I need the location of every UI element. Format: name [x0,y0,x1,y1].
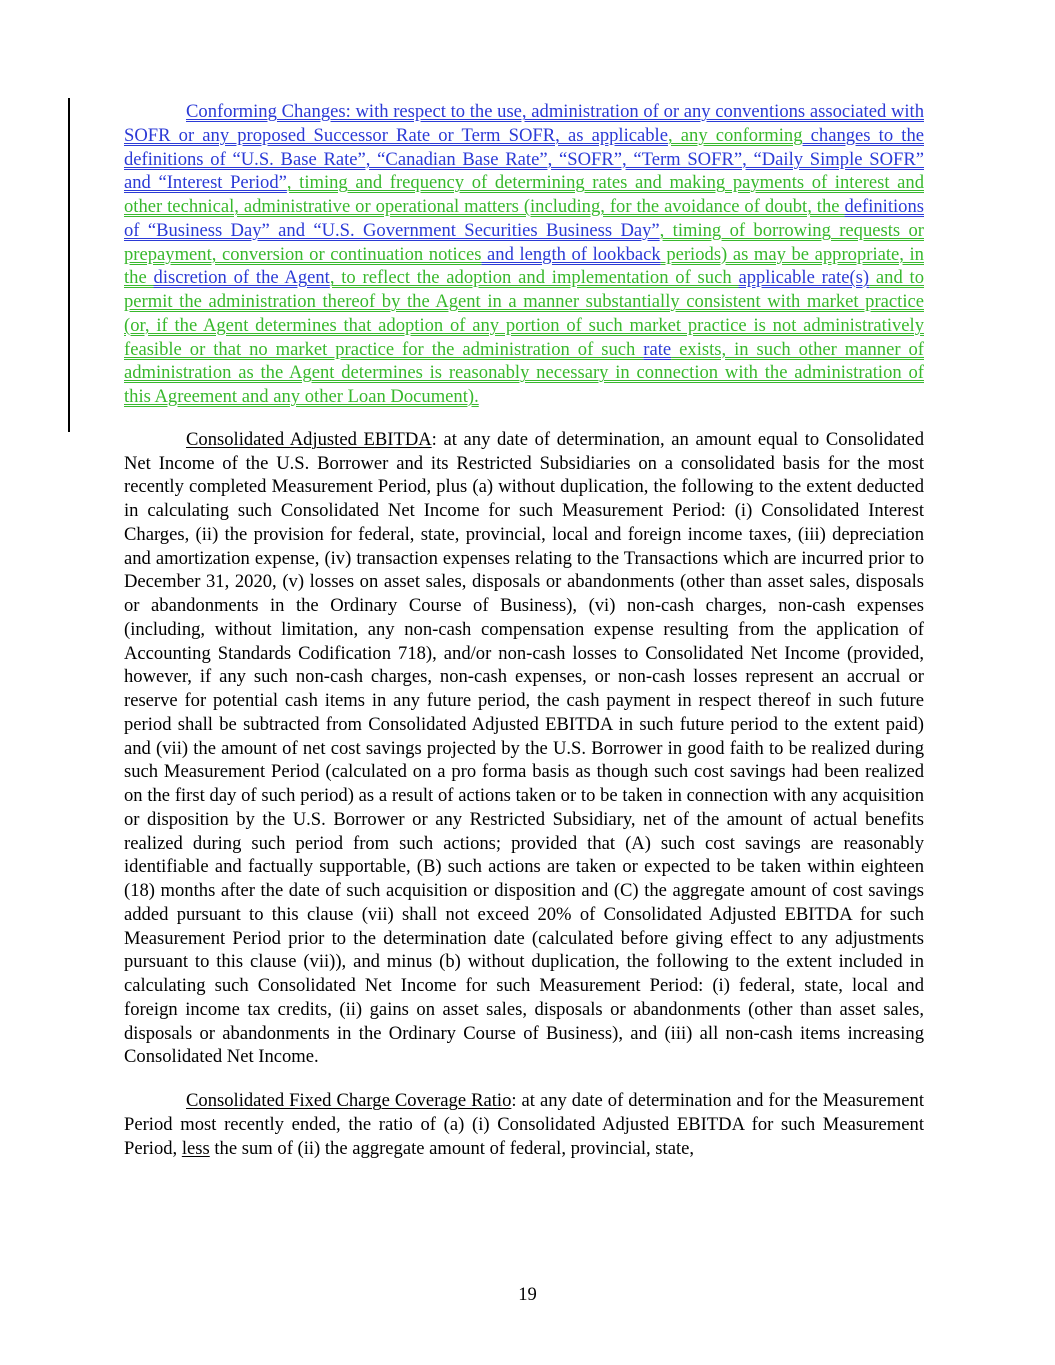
inserted-text: definitions of “Business Day” and “U.S. Government Securities Business Day” [124,196,924,241]
revision-change-bar [68,98,70,432]
inserted-text: , any conforming [667,124,803,146]
inserted-text: periods) as may be appropriate, in the [124,243,924,289]
emphasis-less: less [181,1137,210,1159]
inserted-text: exists, in such other manner of administration as the Agent determines is reasonably necessary in connection with the administration of this Agreement and any other Loan Document). [124,338,924,407]
inserted-text: , timing of borrowing requests or prepayment, conversion or continuation notices [124,219,924,265]
inserted-text: and to permit the administration thereof by the Agent in a manner substantially consistent with market practice (or, if the Agent determines that adoption of any portion of such market practice is not administratively feasible or that no market practice for the administration of such [124,267,925,360]
inserted-text: rate [643,338,672,360]
page-number: 19 [518,1284,537,1305]
definition-consolidated-fixed-charge-coverage-ratio [124,1089,924,1160]
inserted-text: changes to the definitions of “U.S. Base Rate”, “Canadian Base Rate”, “SOFR”, “Term SOFR”, “Daily Simple SOFR” and “Interest Period” [124,124,924,194]
inserted-text: , to reflect the adoption and implementation of such [329,267,739,289]
defined-term: Consolidated Fixed Charge Coverage Ratio [186,1090,512,1111]
document-body [124,100,924,1160]
definition-text: : at any date of determination, an amount equal to Consolidated Net Income of the U.S. Borrower and its Restricted Subsidiaries on a consolidated basis for the most recently completed Measurement Period, plus (a) without duplication, the following to the extent deducted in calculating such Consolidated Net Income for such Measurement Period: (i) Consolidated Interest Charges, (ii) the provision for federal, state, provincial, local and foreign income taxes, (iii) depreciation and amortization expense, (iv) transaction expenses relating to the Transactions which are incurred prior to December 31, 2020, (v) losses on asset sales, disposals or abandonments (other than asset sales, disposals or abandonments in the Ordinary Course of Business), (vi) non-cash charges, non-cash expenses (including, without limitation, any non-cash compensation expense resulting from the application of Accounting Standards Codification 718), and/or non-cash losses to Consolidated Net Income (provided, however, if any such non-cash charges, non-cash expenses, or non-cash losses represent an accrual or reserve for potential cash items in any future period, the cash payment in respect thereof in such future period shall be subtracted from Consolidated Adjusted EBITDA in such future period to the extent paid) and (vii) the amount of net cost savings projected by the U.S. Borrower in good faith to be realized during such Measurement Period (calculated on a pro forma basis as though such cost savings had been realized on the first day of such period) as a result of actions taken or to be taken in connection with any acquisition or disposition by the U.S. Borrower or any Restricted Subsidiary, net of the amount of actual benefits realized during such period from such actions; provided that (A) such cost savings are reasonably identifiable and factually supportable, (B) such actions are taken or expected to be taken within eighteen (18) months after the date of such acquisition or disposition and (C) the aggregate amount of cost savings added pursuant to this clause (vii) shall not exceed 20% of Consolidated Adjusted EBITDA for such Measurement Period prior to the determination date (calculated before giving effect to any adjustments pursuant to this clause (vii)), and minus (b) without duplication, the following to the extent included in calculating such Consolidated Net Income for such Measurement Period: (i) federal, state, local and foreign income tax credits, (ii) gains on asset sales, disposals or abandonments (other than asset sales, disposals or abandonments in the Ordinary Course of Business), and (iii) all non-cash items increasing Consolidated Net Income. [124,428,924,1068]
definition-text: the sum of (ii) the aggregate amount of federal, provincial, state, [209,1137,695,1159]
inserted-text: applicable rate(s) [738,267,870,289]
inserted-text: Conforming Changes: with respect to the use, administration of or any conventions associated with SOFR or any proposed Successor Rate or Term SOFR, as applicable [124,101,924,146]
definition-consolidated-adjusted-ebitda [124,428,924,1069]
inserted-text: , timing and frequency of determining rates and making payments of interest and other technical, administrative or operational matters (including, for the avoidance of doubt, the [124,172,924,217]
inserted-text: discretion of the Agent [153,267,330,289]
defined-term: Consolidated Adjusted EBITDA [186,428,432,450]
definition-conforming-changes [124,100,924,409]
inserted-text: and length of lookback [481,243,661,265]
definition-text: : at any date of determination and for the Measurement Period most recently ended, the ratio of (a) (i) Consolidated Adjusted EBITDA for such Measurement Period, [124,1090,924,1159]
